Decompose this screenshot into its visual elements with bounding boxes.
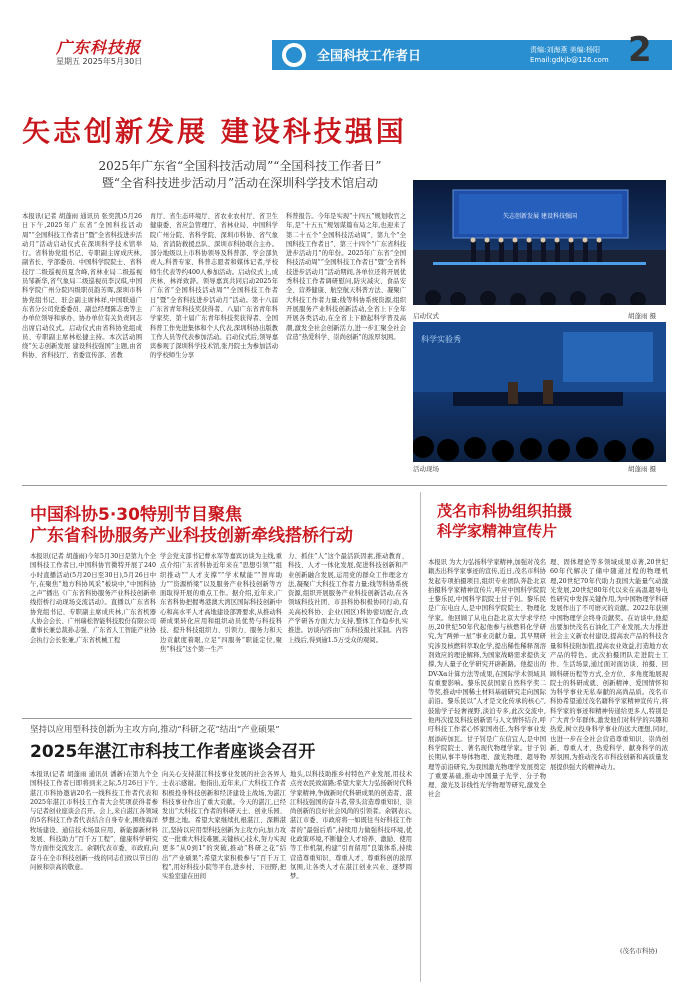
- photo1-caption: 启动仪式: [413, 312, 439, 320]
- story4-headline-line1: 茂名市科协组织拍摄: [437, 502, 573, 520]
- newspaper-logo: 广东科技报: [56, 38, 142, 57]
- email-line: Email:gdkjb@126.com: [530, 56, 609, 64]
- lead-column-2: 育厅、省生态环境厅、省农业农村厅、省卫生健康委、省应急管理厅、省林业局、中国科学院广州分院、省科学院、深圳市科协、省气象局、省消防救援总队、深圳市科协联合主办。部分地级以上市科协领导及科普部、学会部负责人,科普专家、科普志愿者和媒体记者,学校师生代表等约400人参加活动。启动仪式上,成庆林、林祥致辞。领导嘉宾共同启动2025年广东省“全国科技活动周”“全国科技工作者日”暨“全省科技进步活动月”活动。第十八届广东省青年科技奖获得者、八届广东省青年科学家奖、第十届广东青年科技奖获得者、全国科普工作先进集体和个人代表,深圳科协出版教工作人员等代表参加活动。启动仪式后,领导嘉宾参观了深圳科学技术馆,张丹院士为参加活动的学校师生分享: [150, 213, 278, 360]
- column-divider: [420, 492, 421, 982]
- lead-column-3: 科普报告。今年是实现“十四五”规划收官之年,是“十五五”规划谋篇布局之年,也迎来了第二十五个“全国科技活动周”、第九个“全国科技工作者日”、第三十四个“广东省科技进步活动月”的年份。2025年广东省“全国科技活动周”“全国科技工作者日”暨“全省科技进步活动月”活动期间,各单位还将开展优秀科技工作者调研慰问,防灾减灾、食品安全、营养健康、航空航天科普方法、凝聚广大科技工作者力量;线等科协系统资源,组织开展服务产业科技创新活动,全省上下全年开展各类活动,在全省上下掀起科学普及高潮,激发全社会创新活力,进一步汇聚全社会营造“热爱科学、崇尚创新”的浓厚氛围。: [286, 213, 406, 341]
- stage-screen-text: 矢志创新发展 建设科技强国: [503, 213, 577, 220]
- story2-column-2: 学会党支部书记曹永军等嘉宾访谈为主线,重点介绍广东省科协近年来在“思想引领”“组织推动”“人才支撑”“学术赋能”“智库助力”“资源桥梁”以及服务产业科技创新等方面取得开展的重点工作。据介绍,近年来,广东省科协把握粤港澳大湾区国际科技创新中心和高水平人才高地建设部署要求,从推动科研成果转化应用和组织动员优势与科技科技、提升科技组织力、引领力、服务力和天边贡献度着眼,立足“四服务”职能定位,聚焦“科技”这个第一生产: [160, 553, 282, 653]
- lead-column-1: 本报讯(记者 胡蓬雨 通讯员 张奕凯)5月26日下午,2025年广东省“全国科技活动周”“全国科技工作者日”暨“全省科技进步活动月”活动启动仪式在深圳科学技术馆举行。省科协党组书记、专职副主席成庆林,副省长、学部委员、中国科学院院士、省科技厅二级巡视员夏含峰,省林业局二级巡视员邹新华,省气象局二级巡视员李汉琪,中国科学院广州分院四级职员韵芳晖,深圳市科协党组书记、驻会副主席林祥,中国联通广东省分公司党委委员、副总经理陈志勇等主办单位领导和承办、协办单位有关负责同志出席启动仪式。启动仪式由省科协党组成员、专职副主席林松捷主持。本次活动围绕“矢志创新发展 建设科技强国”主题,由省科协、省科技厅、省委宣传部、省教: [22, 213, 142, 360]
- story3-kicker: 坚持以应用型科技创新为主攻方向,推动“科研之花”结出“产业硕果”: [30, 725, 280, 735]
- photo1-credit: 胡蓬雨 摄: [628, 312, 657, 320]
- photo2-credit: 胡蓬雨 摄: [628, 465, 657, 473]
- story3-column-3: 地头,以科技助推乡村特色产业发展,用技术点亮农民致富路;希望大家大力弘扬新时代科学家精神,争做新时代科研成果的创造者、湛江科技强国的奋斗者,带头营造尊重知识、崇尚创新的良好社会风尚的引领者。余钢表示,湛江市委、市政府将一如既往当好科技工作者的“最强后盾”,持续用力做强科技环境,优化政策环境,不断健全人才培养、激励、使用等工作机制,构建“引育留用”良策体系,持续营造尊重知识、尊重人才、尊重科创的浓厚氛围,让各类人才在湛江创业兴业、逐梦圆梦。: [290, 771, 412, 881]
- section-divider: [22, 485, 667, 486]
- section-title: 全国科技工作者日: [317, 49, 422, 64]
- lead-subtitle-line2: 暨“全省科技进步活动月”活动在深圳科学技术馆启动: [101, 176, 379, 190]
- launch-ceremony-scene: [413, 180, 666, 305]
- event-scene: [413, 322, 666, 462]
- photo2-caption: 活动现场: [413, 465, 439, 473]
- event-scene-photo: [413, 322, 666, 462]
- story4-column-1: 本报讯 为大力弘扬科学家精神,加强对茂名籍杰出科学家事迹的宣传,近日,茂名市科协发起专项拍摄项目,组织专业团队奔赴北京拍摄科学家精神宣传片,呼应中国科学院院士黎乐民,中国科学院院士甘子钊。黎乐民是广东电白人,是中国科学院院士、物理化学家。他回顾了从电白赴北京大学求学经历,20世纪50年代起他参与核燃料化学研究,为“两弹一星”事业贡献力量。其早期研究涉及核燃料萃取化学,提出稀性稀释剂溶剂效应的理论解释,为国家战略需求提供支撑,为人量子化学研究开辟新路。他提出的DV-Xα计算方法等成果,在国际学术领域具有重要影响。黎乐民获国家自然科学奖二等奖,推动中国稀土材料基础研究走向国际前沿。黎乐民以“人才是文化传承的核心”,鼓励学子轻奢视野,淡泊专多,此次交流中,他再次提及科技创新需与人文情怀结合,呼吁科技工作者心怀家国责任,为科学事业发展添砖加瓦。甘子钊是广东信宜人,是中国科学院院士、著名现代物理学家。甘子钊长期从事半导体物理、激光物理、超导物理等前沿研究,为我国激光物理学发展奠定了重要基础,推动中国量子光学、分子物理、激光及非线性光学物理等研究,激发全社会: [428, 559, 546, 799]
- story4-column-2: 理、固体理论等多领域成果卓著,20世纪60年代解决了储中随道过程的物理机理,20世纪70年代助力我国大能量气动激光发展,20世纪80年代以来在高温超导电性研究中发挥关键作用,为中国物理学科研发展作出了不可磨灭的贡献。2022年获颁中国物理学会终身贡献奖。在访谈中,他提出要加快茂名石油化工产业发展,大力推进社会主义新农村建设,提高农产品的科技含量和科技附加值,提高农业效益,打造地方农产品的特色。此次拍摄团队走进院士工作、生活场景,通过面对面访谈、拍摄、回顾科研历程等方式,全方位、多角度地展现院士的科研成就、创新精神、爱国情怀和为科学事业无私奉献的高尚品质。茂名市科协希望通过茂名籍科学家精神宣传片,将科学家的事迹和精神传递给更多人,特别是广大青少年群体,激发他们对科学的兴趣和热爱,树立投身科学事业的远大理想,同时,也进一步在全社会营造尊重知识、崇尚创新、尊重人才、热爱科学、献身科学的浓厚氛围,为推动茂名市科技创新和高质量发展提供强大的精神动力。: [550, 559, 668, 771]
- masthead: [0, 0, 683, 78]
- launch-ceremony-photo: [413, 180, 666, 305]
- editor-credits: [530, 45, 609, 65]
- page-number: 2: [628, 30, 652, 70]
- event-sign-text: 科学实验秀: [421, 335, 461, 344]
- story3-column-1: 本报讯(记者 胡蓬雨 通讯员 潘新)在第九个全国科技工作者日即将到来之际,5月26日下午,湛江市科协邀请20名一线科技工作者代表和2025年湛江市科技工作者大会奖项获得者参与记者创业座谈会召开。会上,来自湛江各领域的5名科技工作者代表结合自身专业,围绕海洋牧场建设、通信技术场景应用、新能源新材料发展、科技助力“百千万工程”、健康科学研究等方面作交流发言。余钢代表市委、市政府,向奋斗在全市科技创新一线的同志们致以节日的问候和崇高的敬意。: [30, 771, 158, 871]
- issue-date: 星期五 2025年5月30日: [56, 57, 143, 66]
- editor-line: 责编:刘海燕 美编:杨阳: [530, 46, 600, 54]
- story2-headline-line1: 中国科协5·30特别节目聚焦: [30, 505, 242, 525]
- story3-headline: 2025年湛江市科技工作者座谈会召开: [30, 742, 316, 762]
- lead-subtitle-line1: 2025年广东省“全国科技活动周”“全国科技工作者日”: [98, 159, 382, 173]
- story4-headline-line2: 科学家精神宣传片: [437, 522, 558, 540]
- lead-subtitle: [60, 158, 420, 192]
- story4-source: (茂名市科协): [620, 947, 658, 955]
- story3-column-2: 向关心支持湛江科技事业发展的社会各界人士表示感谢。他指出,近年来,广大科技工作者积极投身科技创新和经济建设主战场,为湛江科技事业作出了重大贡献。今天的湛江,已经发出“大科技工作者的科研天土、创业乐园、梦想之地。希望大家继续扎根湛江、深耕湛江,坚持以应用型科技创新为主攻方向,加力攻克一批重大科技难题,关键核心技术,努力实现更多“从0到1”的突破,推动“科研之花”结出“产业硕果”;希望大家积极参与“百千万工程”,用好科技小院等平台,进乡村、下田野,把实验室建在田间: [162, 771, 286, 881]
- story2-column-3: 力、抓住“人”这个最活跃因素,推动教育、科技、人才一体化发展,促进科技创新和产业创新融合发展,运用党的群众工作理念方法,凝聚广大科技工作者力量;线等科协系统资源,组织开展服务产业科技创新活动,在各领域科技社团、市县科协积极协同行动,有关高校科协、企业(园区)科协密切配合,改产学研各方面大力支持,整体工作稳步扎实推进。访谈内容由广东科技报社采制。内容上线后,得到逾1.5万受众的观阅。: [288, 553, 408, 644]
- story2-column-1: 本报讯(记者 胡蓬雨)今年5月30日是第九个全国科技工作者日,中国科协官微特开展了240小时直播活动(5月20日至30日),5月26日中午,在聚焦“地方科协风采”板块中,“中国科协之声”播出《广东省科协服务产业科技创新牵线搭桥行动现场交流活动》。直播以广东省科协党组书记、专职副主席成庆林,广东省机器人协会会长、广州瑞松智能科技股份有限公司董事长兼总裁孙志强、广东省人工智能产业协会执行会长张兼,广东省机械工程: [30, 553, 156, 644]
- lead-headline: 矢志创新发展 建设科技强国: [22, 115, 407, 148]
- section-emblem-icon: [282, 43, 306, 67]
- story2-headline-line2: 广东省科协服务产业科技创新牵线搭桥行动: [30, 526, 353, 546]
- section-divider-2: [22, 718, 412, 719]
